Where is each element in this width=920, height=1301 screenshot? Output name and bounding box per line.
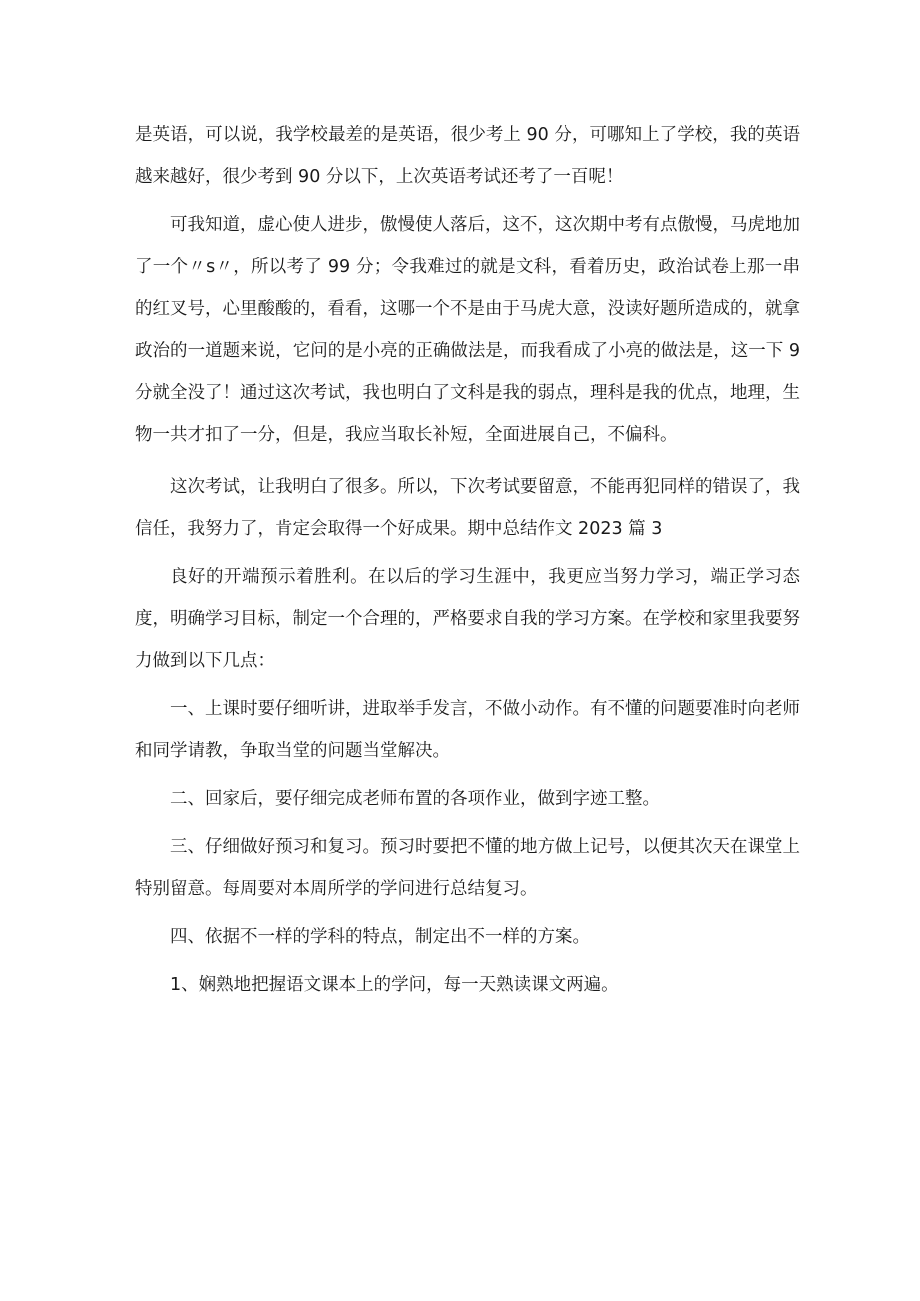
paragraph-9: 1、娴熟地把握语文课本上的学问，每一天熟读课文两遍。 <box>170 975 619 995</box>
paragraph-8: 四、依据不一样的学科的特点，制定出不一样的方案。 <box>170 927 590 947</box>
paragraph-7: 三、仔细做好预习和复习。预习时要把不懂的地方做上记号，以便其次天在课堂上特别留意。每周要对本周所学的学问进行总结复习。 <box>135 837 800 899</box>
paragraph-1: 是英语，可以说，我学校最差的是英语，很少考上 90 分，可哪知上了学校，我的英语越来越好，很少考到 90 分以下，上次英语考试还考了一百呢！ <box>135 125 800 187</box>
paragraph-6: 二、回家后，要仔细完成老师布置的各项作业，做到字迹工整。 <box>170 789 660 809</box>
paragraph-2: 可我知道，虚心使人进步，傲慢使人落后，这不，这次期中考有点傲慢，马虎地加了一个〃s〃，所以考了 99 分；令我难过的就是文科，看着历史，政治试卷上那一串的红叉号，心里酸酸的，看看，这哪一个不是由于马虎大意，没读好题所造成的，就拿政治的一道题来说，它问的是小亮的正确做法是，而我看成了小亮的做法是，这一下 9 分就全没了！通过这次考试，我也明白了文科是我的弱点，理科是我的优点，地理，生物一共才扣了一分，但是，我应当取长补短，全面进展自己，不偏科。 <box>135 215 800 445</box>
paragraph-5: 一、上课时要仔细听讲，进取举手发言，不做小动作。有不懂的问题要准时向老师和同学请教，争取当堂的问题当堂解决。 <box>135 699 800 761</box>
paragraph-3: 这次考试，让我明白了很多。所以，下次考试要留意，不能再犯同样的错误了，我信任，我努力了，肯定会取得一个好成果。期中总结作文 2023 篇 3 <box>135 477 800 539</box>
document-body <box>135 114 800 1012</box>
paragraph-4: 良好的开端预示着胜利。在以后的学习生涯中，我更应当努力学习，端正学习态度，明确学习目标，制定一个合理的，严格要求自我的学习方案。在学校和家里我要努力做到以下几点： <box>135 567 800 671</box>
